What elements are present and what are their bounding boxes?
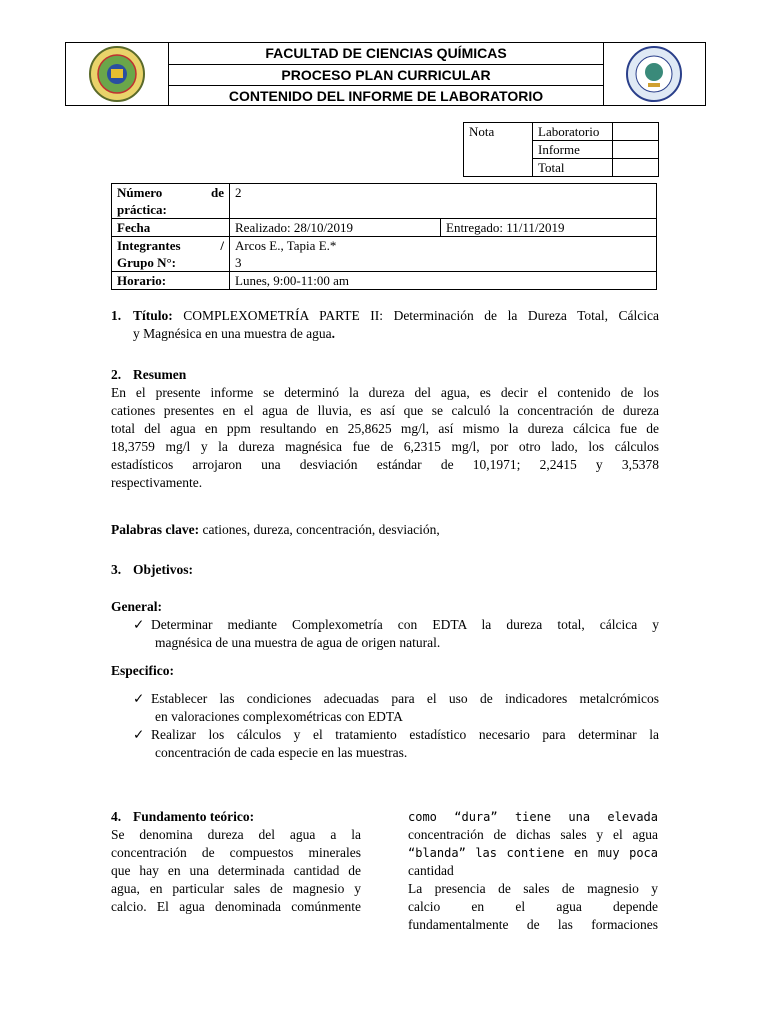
summary-heading: Resumen — [133, 367, 187, 382]
grade-label: Nota — [464, 123, 533, 177]
theory-left-column: 4. Fundamento teórico: Se denomina dureza del agua a la concentración de compuestos minerales que hay en una determinada cantidad de agua, en particular sales de magnesio y calcio. El agua denominada comúnmente — [111, 809, 361, 914]
objectives-heading: 3. Objetivos: — [111, 562, 193, 577]
grade-lab-label: Laboratorio — [533, 123, 613, 141]
title-section: 1. Título: COMPLEXOMETRÍA PARTE II: Determinación de la Dureza Total, Cálcica y Magnésica en una muestra de agua. — [111, 308, 660, 341]
date-done: Realizado: 28/10/2019 — [230, 219, 441, 237]
grade-lab-value — [613, 123, 659, 141]
schedule-value: Lunes, 9:00-11:00 am — [230, 272, 657, 290]
general-objective: ✓ Determinar mediante Complexometría con EDTA la dureza total, cálcica y magnésica de una muestra de agua de origen natural. — [133, 617, 659, 650]
report-title: CONTENIDO DEL INFORME DE LABORATORIO — [228, 88, 544, 105]
grade-total-label: Total — [533, 159, 613, 177]
schedule-label: Horario: — [112, 272, 230, 290]
date-label: Fecha — [112, 219, 230, 237]
specific-objective-label: Especifico: — [111, 663, 174, 678]
check-icon: ✓ — [133, 617, 145, 632]
faculty-seal-right — [603, 43, 705, 105]
members-value: Arcos E., Tapia E.* 3 — [230, 237, 657, 272]
grade-total-value — [613, 159, 659, 177]
check-icon: ✓ — [133, 691, 145, 706]
keywords: Palabras clave: cationes, dureza, concentración, desviación, — [111, 522, 440, 537]
practice-number-value: 2 — [230, 184, 657, 219]
document-header — [65, 42, 706, 106]
date-delivered: Entregado: 11/11/2019 — [441, 219, 657, 237]
practice-number-label: Número de práctica: — [112, 184, 230, 219]
grade-table — [463, 122, 659, 177]
process-title: PROCESO PLAN CURRICULAR — [168, 65, 604, 87]
members-label: Integrantes / Grupo N°: — [112, 237, 230, 272]
grade-report-value — [613, 141, 659, 159]
summary-section: 2. Resumen En el presente informe se determinó la dureza del agua, es decir el contenido de los cationes presentes en el agua de lluvia, es así que se calculó la concentración de dureza total del agua en ppm resultando en 25,8625 mg/l, así mismo la dureza cálcica fue de 18,3759 mg/l y la dureza magnésica fue de 6,2315 mg/l, por otro lado, los cálculos estadísticos arrojaron una desviación estándar de 10,1971; 2,2415 y 3,5378 respectivamente. — [111, 367, 659, 490]
faculty-title: FACULTAD DE CIENCIAS QUÍMICAS — [168, 43, 604, 65]
general-objective-label: General: — [111, 599, 162, 614]
specific-objectives: ✓ Establecer las condiciones adecuadas para el uso de indicadores metalcrómicos en valoraciones complexométricas con EDTA ✓ Realizar los cálculos y el tratamiento estadístico necesario para determinar la concentración de cada especie en las muestras. — [133, 691, 659, 760]
practice-info-table — [111, 183, 657, 290]
theory-right-column: como “dura” tiene una elevada concentración de dichas sales y el agua “blanda” las contiene en muy poca cantidad La presencia de sales de magnesio y calcio en el agua depende fundamentalmente de las formaciones — [408, 810, 658, 932]
university-seal-left — [66, 43, 169, 105]
grade-report-label: Informe — [533, 141, 613, 159]
check-icon: ✓ — [133, 727, 145, 742]
